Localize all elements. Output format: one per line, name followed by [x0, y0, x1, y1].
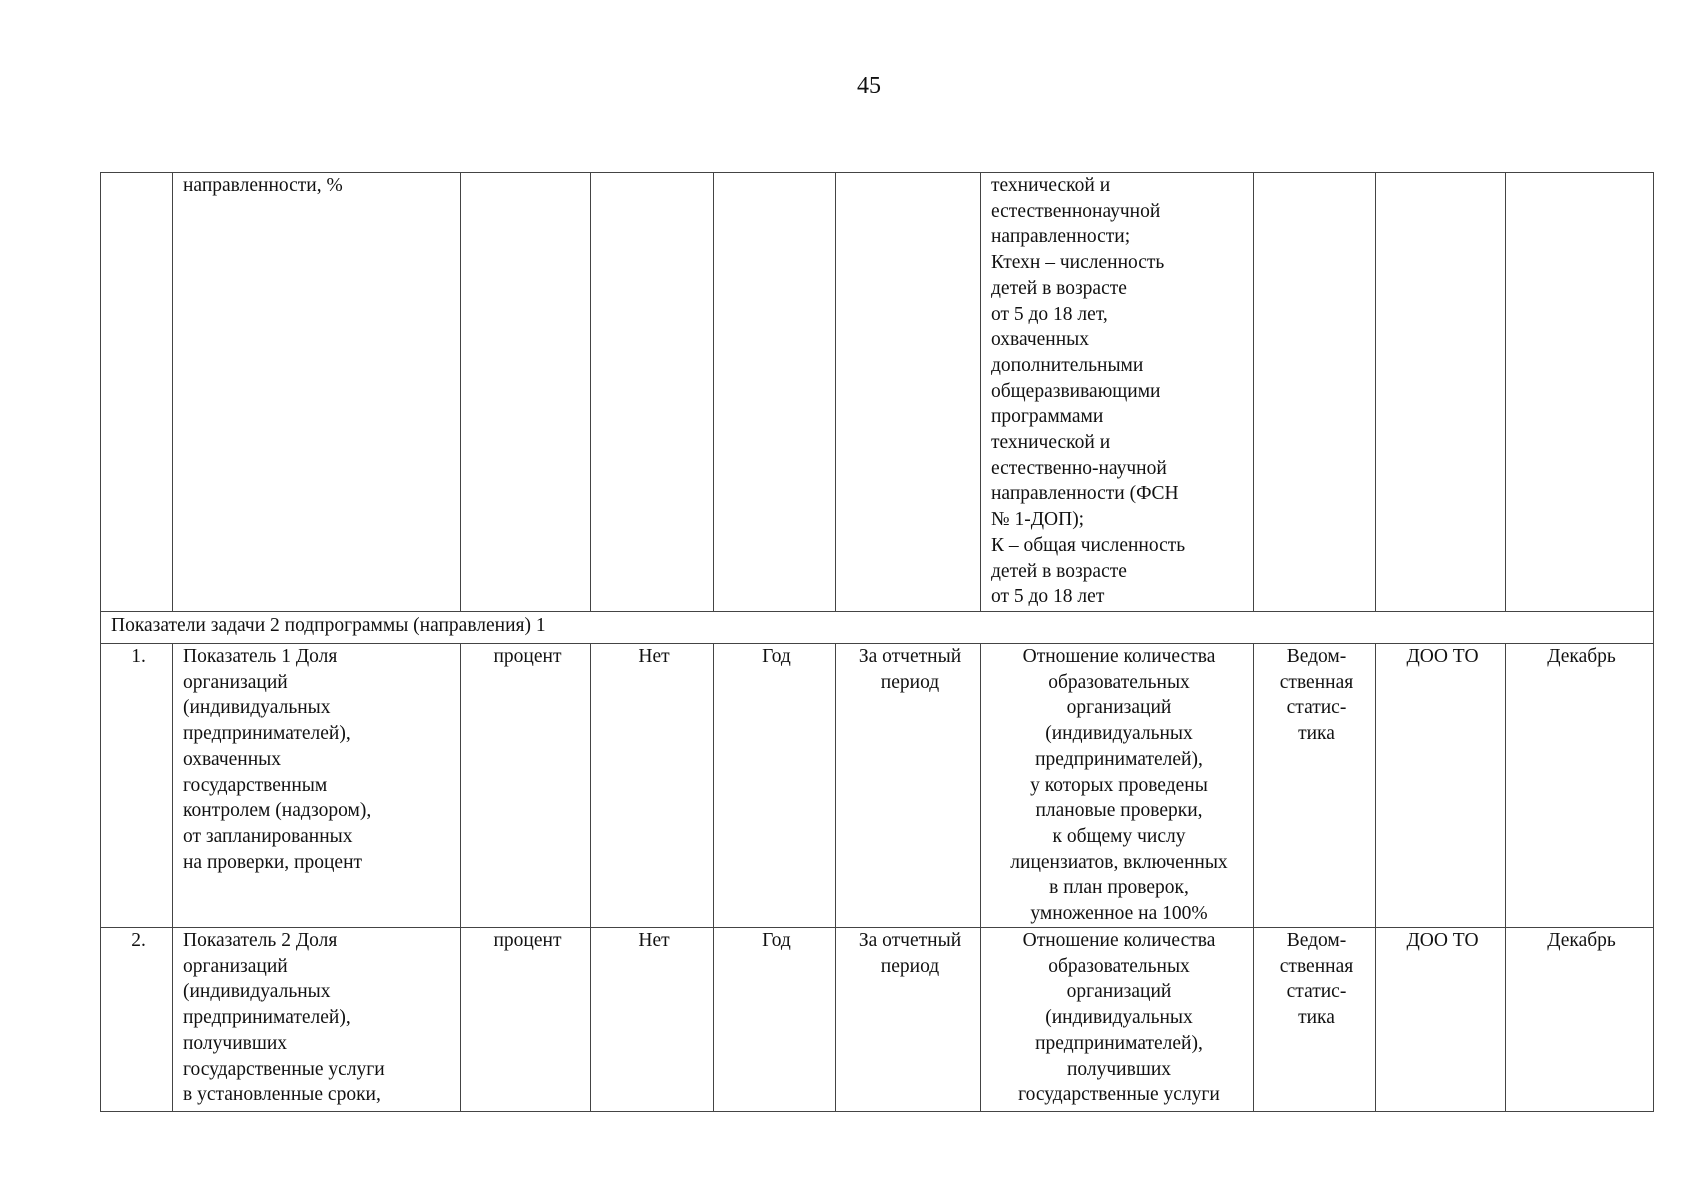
- cell-source: [1254, 173, 1376, 612]
- unit: процент: [461, 644, 591, 928]
- cell-name: направленности, %: [173, 173, 461, 612]
- cell-num: [101, 173, 173, 612]
- data-source: Ведом- ственная статис- тика: [1254, 644, 1376, 928]
- row-number: 2.: [101, 928, 173, 1112]
- indicators-table: [100, 172, 1654, 1112]
- indicator-name: Показатель 1 Доля организаций (индивидуальных предпринимателей), охваченных государственным контролем (надзором), от запланированных на проверки, процент: [173, 644, 461, 928]
- cell-type: [591, 173, 714, 612]
- table-row: [101, 644, 1654, 928]
- indicator-type: Нет: [591, 644, 714, 928]
- indicator-name: Показатель 2 Доля организаций (индивидуальных предпринимателей), получивших государственные услуги в установленные сроки,: [173, 928, 461, 1112]
- cell-deadline: [1506, 173, 1654, 612]
- deadline: Декабрь: [1506, 928, 1654, 1112]
- periodicity: Год: [714, 644, 836, 928]
- cell-period: [836, 173, 981, 612]
- responsible: ДОО ТО: [1376, 928, 1506, 1112]
- data-source: Ведом- ственная статис- тика: [1254, 928, 1376, 1112]
- reporting-period: За отчетный период: [836, 928, 981, 1112]
- cell-unit: [461, 173, 591, 612]
- indicator-type: Нет: [591, 928, 714, 1112]
- continuation-row: [101, 173, 1654, 612]
- unit: процент: [461, 928, 591, 1112]
- page-number: 45: [857, 73, 881, 99]
- deadline: Декабрь: [1506, 644, 1654, 928]
- section-title: Показатели задачи 2 подпрограммы (направления) 1: [101, 612, 1654, 644]
- responsible: ДОО ТО: [1376, 644, 1506, 928]
- row-number: 1.: [101, 644, 173, 928]
- cell-formula: технической и естественнонаучной направленности; Ктехн – численность детей в возрасте от 5 до 18 лет, охваченных дополнительными общеразвивающими программами технической и естественно-научной направленности (ФСН № 1-ДОП); К – общая численность детей в возрасте от 5 до 18 лет: [981, 173, 1254, 612]
- section-row: [101, 612, 1654, 644]
- calculation-formula: Отношение количества образовательных организаций (индивидуальных предпринимателей), у которых проведены плановые проверки, к общему числу лицензиатов, включенных в план проверок, умноженное на 100%: [981, 644, 1254, 928]
- cell-responsible: [1376, 173, 1506, 612]
- cell-periodicity: [714, 173, 836, 612]
- periodicity: Год: [714, 928, 836, 1112]
- calculation-formula: Отношение количества образовательных организаций (индивидуальных предпринимателей), получивших государственные услуги: [981, 928, 1254, 1112]
- reporting-period: За отчетный период: [836, 644, 981, 928]
- table-row: [101, 928, 1654, 1112]
